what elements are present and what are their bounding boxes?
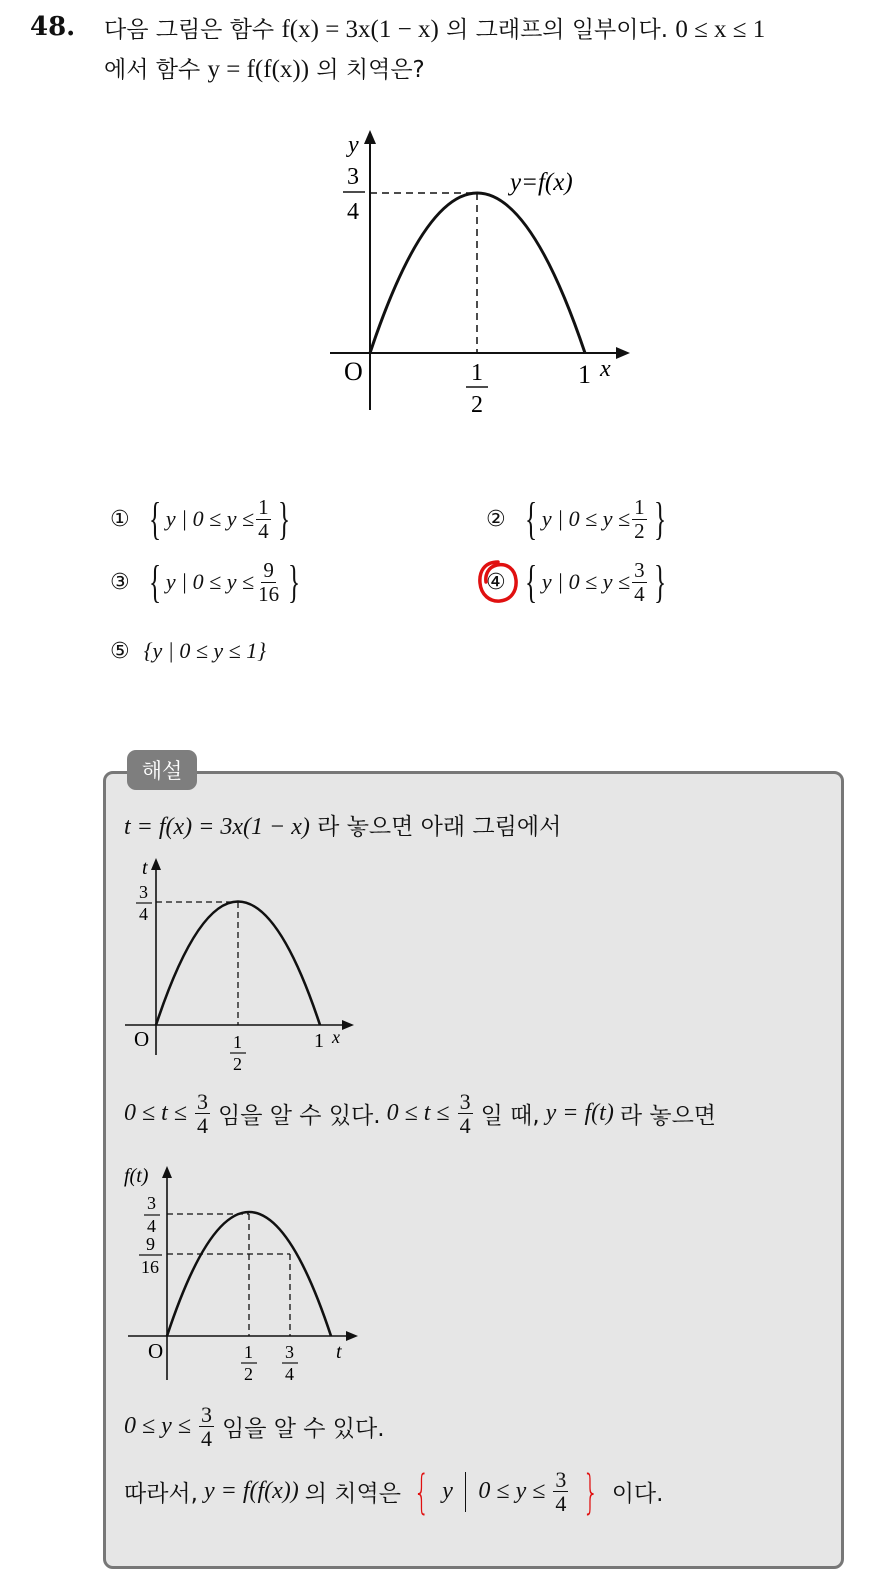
solution-line-1: [124, 808, 561, 841]
peak-y-numerator: 3: [139, 882, 148, 902]
solution-text: 라 놓으면 아래 그림에서: [317, 814, 562, 840]
peak-x-denominator: 2: [244, 1364, 253, 1384]
red-brace-close-icon: }: [582, 1464, 600, 1519]
inequality: 0 ≤ t ≤: [124, 1100, 188, 1127]
choice-5[interactable]: [110, 638, 266, 664]
solution-text: 일 때,: [480, 1103, 540, 1130]
inequality: 0 ≤ t ≤: [386, 1100, 450, 1127]
question-range: 0 ≤ x ≤ 1: [675, 16, 766, 43]
choice-1-fraction: $\frac{1}{4}$: [258, 495, 269, 543]
red-brace-open-icon: {: [413, 1464, 430, 1519]
x-end-label: 1: [314, 1030, 324, 1052]
choice-3-text: y | 0 ≤ y ≤: [165, 569, 255, 594]
curve-label: y=f(x): [510, 169, 573, 196]
fraction: $\frac{3}{4}$: [555, 1467, 567, 1517]
peak-y-numerator: 3: [147, 1193, 156, 1213]
question-composite-function: y = f(f(x)): [207, 56, 310, 83]
set-divider: [465, 1472, 467, 1512]
fraction: $\frac{3}{4}$: [459, 1089, 471, 1139]
question-text: 의 치역은?: [316, 57, 425, 83]
choice-4-mark: ④: [486, 570, 506, 595]
choice-4[interactable]: [486, 556, 671, 607]
y-axis-label: y: [348, 132, 359, 158]
solution-text: 라 놓으면: [619, 1103, 717, 1130]
t-axis-arrow: [346, 1331, 358, 1341]
question-line-2: [104, 54, 425, 86]
choice-4-fraction: $\frac{3}{4}$: [634, 558, 645, 606]
choice-1-text: y | 0 ≤ y ≤: [165, 506, 255, 531]
peak-y-denominator: 4: [347, 199, 359, 225]
set-condition: 0 ≤ y ≤: [478, 1478, 546, 1505]
peak-y-numerator: 3: [347, 164, 359, 190]
t-axis-label: t: [336, 1341, 342, 1363]
answer-circle-icon: [476, 558, 520, 606]
y-axis-arrow: [162, 1166, 172, 1178]
set-variable: y: [442, 1478, 453, 1505]
choice-3[interactable]: [110, 556, 305, 607]
solution-text: 따라서,: [124, 1481, 198, 1508]
solution-text: 임을 알 수 있다.: [218, 1103, 381, 1130]
brace-open-icon: {: [148, 493, 161, 544]
brace-close-icon: }: [653, 493, 666, 544]
choice-2-mark: ②: [486, 506, 506, 532]
solution-graph-1: [120, 850, 370, 1075]
ft-axis-label: f(t): [124, 1165, 149, 1187]
origin-label: O: [344, 357, 363, 386]
peak-x-numerator: 1: [471, 360, 483, 386]
solution-text: 이다.: [611, 1481, 664, 1508]
mid-y-denominator: 16: [141, 1257, 159, 1277]
peak-x-denominator: 2: [471, 392, 483, 418]
peak-x-numerator: 1: [244, 1342, 253, 1362]
solution-text: 임을 알 수 있다.: [222, 1416, 385, 1443]
choice-3-fraction: $\frac{9}{16}$: [258, 558, 280, 606]
solution-text: 의 치역은: [304, 1481, 401, 1508]
fraction: $\frac{3}{4}$: [197, 1089, 209, 1139]
t34-denominator: 4: [285, 1364, 294, 1384]
x-end-label: 1: [578, 360, 591, 389]
question-text: 다음 그림은 함수: [104, 17, 275, 43]
solution-tag: 해설: [127, 750, 197, 790]
fraction: $\frac{3}{4}$: [201, 1402, 212, 1452]
question-text: 에서 함수: [104, 57, 201, 83]
choice-1[interactable]: [110, 493, 295, 544]
choice-3-mark: ③: [110, 569, 130, 595]
choice-2-text: y | 0 ≤ y ≤: [541, 506, 631, 531]
brace-open-icon: {: [524, 556, 537, 607]
solution-substitution: t = f(x) = 3x(1 − x): [124, 814, 310, 840]
x-axis-arrow: [616, 347, 630, 359]
choice-2[interactable]: [486, 493, 671, 544]
question-text: 의 그래프의 일부이다.: [446, 17, 669, 43]
peak-x-numerator: 1: [233, 1032, 242, 1052]
question-number: 48.: [30, 12, 76, 42]
brace-open-icon: {: [148, 556, 161, 607]
solution-line-4: [124, 1464, 664, 1519]
brace-close-icon: }: [653, 556, 666, 607]
substitution: y = f(t): [545, 1100, 614, 1127]
origin-label: O: [148, 1339, 164, 1363]
composite-function: y = f(f(x)): [203, 1478, 299, 1505]
x-axis-label: x: [600, 356, 611, 382]
x-axis-label: x: [332, 1027, 340, 1047]
origin-label: O: [134, 1027, 150, 1051]
main-graph: [320, 120, 650, 420]
solution-graph-2: [120, 1158, 380, 1393]
choice-5-text: {y | 0 ≤ y ≤ 1}: [143, 638, 267, 663]
choice-4-text: y | 0 ≤ y ≤: [541, 569, 631, 594]
brace-close-icon: }: [288, 556, 301, 607]
choice-2-fraction: $\frac{1}{2}$: [634, 495, 645, 543]
question-function: f(x) = 3x(1 − x): [281, 16, 439, 43]
peak-y-denominator: 4: [147, 1216, 156, 1236]
mid-y-numerator: 9: [146, 1234, 155, 1254]
question-line-1: [104, 14, 765, 46]
brace-open-icon: {: [524, 493, 537, 544]
t-axis-label: t: [142, 857, 148, 879]
y-axis-arrow: [151, 858, 161, 870]
brace-close-icon: }: [277, 493, 290, 544]
solution-line-2: [124, 1090, 716, 1137]
peak-x-denominator: 2: [233, 1054, 242, 1074]
peak-y-denominator: 4: [139, 904, 148, 924]
x-axis-arrow: [342, 1020, 354, 1030]
t34-numerator: 3: [285, 1342, 294, 1362]
choice-1-mark: ①: [110, 506, 130, 532]
y-axis-arrow: [364, 130, 376, 144]
choice-5-mark: ⑤: [110, 638, 130, 664]
inequality: 0 ≤ y ≤: [124, 1413, 191, 1440]
solution-line-3: [124, 1403, 385, 1450]
